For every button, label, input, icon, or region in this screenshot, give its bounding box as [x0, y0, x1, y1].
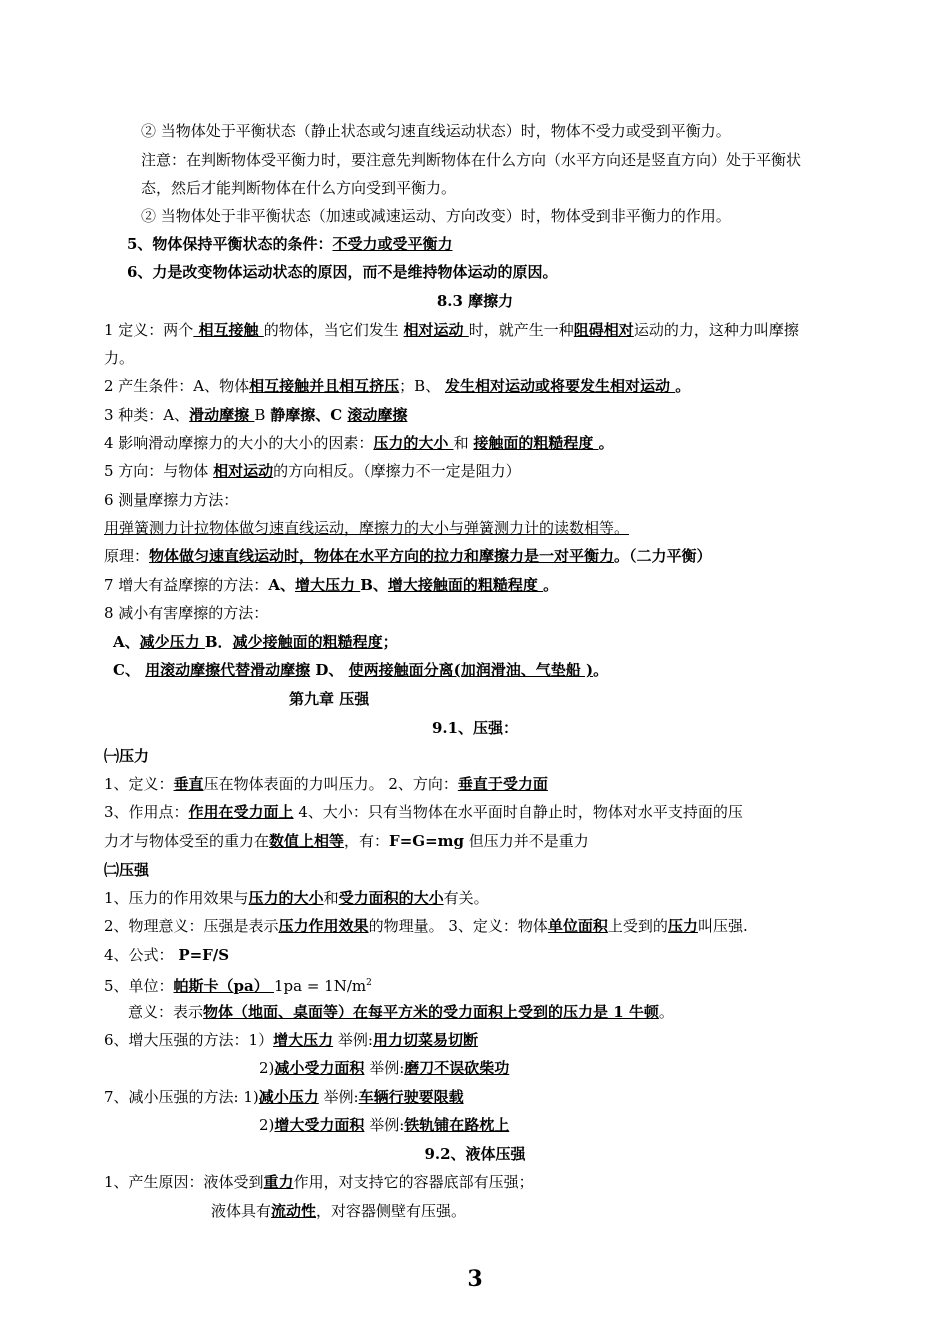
- text-line: A、减少压力 B．减少接触面的粗糙程度；: [113, 633, 398, 651]
- text-line: 8 减小有害摩擦的方法：: [104, 604, 269, 622]
- page-number: 3: [467, 1266, 483, 1292]
- text-line: 4 影响滑动摩擦力的大小的大小的因素：压力的大小 和 接触面的粗糙程度 。: [104, 434, 614, 452]
- section-heading: 9.2、液体压强: [424, 1145, 526, 1163]
- chapter-heading: 第九章 压强: [289, 690, 370, 708]
- subsection-heading: ㈠压力: [104, 747, 150, 765]
- text-line: 3 种类：A、滑动摩擦 B 静摩擦、C 滚动摩擦: [104, 406, 408, 424]
- text-line: 7 增大有益摩擦的方法：A、增大压力 B、增大接触面的粗糙程度 。: [104, 576, 559, 594]
- text-line: 力才与物体受至的重力在数值上相等，有：F=G=mg 但压力并不是重力: [104, 832, 589, 850]
- text-line: 注意：在判断物体受平衡力时，要注意先判断物体在什么方向（水平方向还是竖直方向）处于平衡状: [141, 151, 802, 169]
- text-line: 1、定义：垂直压在物体表面的力叫压力。 2、方向：垂直于受力面: [104, 775, 548, 793]
- subsection-heading: ㈡压强: [104, 861, 150, 879]
- text-line: 1、产生原因：液体受到重力作用，对支持它的容器底部有压强；: [104, 1173, 534, 1191]
- text-line: 6 测量摩擦力方法：: [104, 491, 239, 509]
- text-line: 2)减小受力面积 举例:磨刀不误砍柴功: [259, 1059, 510, 1077]
- text-line: 5 方向：与物体 相对运动的方向相反。（摩擦力不一定是阻力）: [104, 462, 521, 480]
- text-line: 2 产生条件：A、物体相互接触并且相互挤压；B、 发生相对运动或将要发生相对运动 。: [104, 377, 691, 395]
- text-line: 7、减小压强的方法: 1)减小压力 举例:车辆行驶要限载: [104, 1088, 464, 1106]
- text-line: 2、物理意义：压强是表示压力作用效果的物理量。 3、定义：物体单位面积上受到的压力叫压强.: [104, 917, 748, 935]
- section-heading: 9.1、压强：: [431, 719, 519, 737]
- text-line: 1、压力的作用效果与压力的大小和受力面积的大小有关。: [104, 889, 489, 907]
- text-line: ② 当物体处于平衡状态（静止状态或匀速直线运动状态）时，物体不受力或受到平衡力。: [141, 122, 731, 140]
- text-line: 5、单位：帕斯卡（pa） $1pa = 1N/m^2$: [104, 977, 372, 995]
- text-line: 原理：物体做匀速直线运动时，物体在水平方向的拉力和摩擦力是一对平衡力。（二力平衡）: [104, 547, 712, 565]
- text-line: 用弹簧测力计拉物体做匀速直线运动，摩擦力的大小与弹簧测力计的读数相等。: [104, 519, 630, 537]
- text-line: ② 当物体处于非平衡状态（加速或减速运动、方向改变）时，物体受到非平衡力的作用。: [141, 207, 731, 225]
- text-line: 4、公式： P=F/S: [104, 946, 230, 964]
- text-line: 力。: [104, 349, 135, 367]
- text-line: C、 用滚动摩擦代替滑动摩擦 D、 使两接触面分离(加润滑油、气垫船 )。: [113, 661, 609, 679]
- text-line: 6、力是改变物体运动状态的原因，而不是维持物体运动的原因。: [127, 263, 558, 281]
- text-line: 5、物体保持平衡状态的条件：不受力或受平衡力: [127, 235, 453, 253]
- section-heading: 8.3 摩擦力: [436, 292, 514, 310]
- text-line: 6、增大压强的方法：1）增大压力 举例:用力切菜易切断: [104, 1031, 478, 1049]
- text-line: 1 定义：两个 相互接触 的物体，当它们发生 相对运动 时，就产生一种阻碍相对运动的力，这种力叫摩擦: [104, 321, 799, 339]
- text-line: 意义：表示物体（地面、桌面等）在每平方米的受力面积上受到的压力是 1 牛顿。: [128, 1003, 674, 1021]
- text-line: 2)增大受力面积 举例:铁轨铺在路枕上: [259, 1116, 510, 1134]
- text-line: 3、作用点：作用在受力面上 4、大小：只有当物体在水平面时自静止时，物体对水平支持面的压: [104, 803, 743, 821]
- text-line: 态，然后才能判断物体在什么方向受到平衡力。: [141, 179, 457, 197]
- text-line: 液体具有流动性，对容器侧壁有压强。: [211, 1202, 467, 1220]
